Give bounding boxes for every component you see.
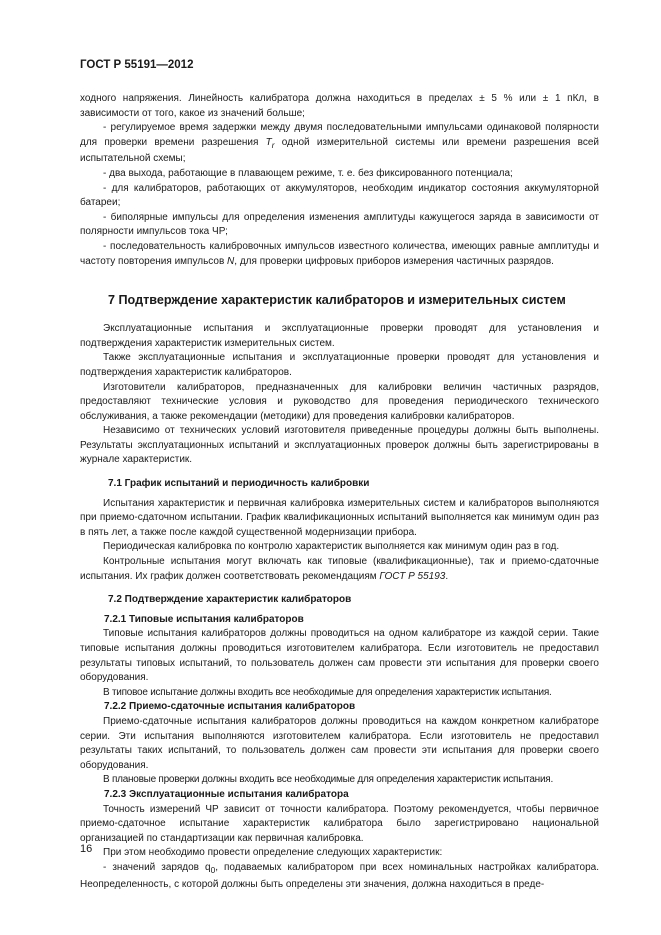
paragraph: При этом необходимо провести определение следующих характеристик: [103,847,443,859]
section-7-2-3-heading: 7.2.3 Эксплуатационные испытания калибратора [104,788,349,800]
paragraph: Контрольные испытания могут включать как типовые (квалификационные), так и приемо-сдаточные испытания. Их график должен соответствовать рекомендациям ГОСТ Р 55193. [80,556,599,582]
paragraph: Эксплуатационные испытания и эксплуатационные проверки проводят для установления и подтверждения характеристик измерительных систем. [80,323,599,349]
intro-paragraph: ходного напряжения. Линейность калибратора должна находиться в пределах ± 5 % или ± 1 пКл, в зависимости от того, какое из значений больше; [80,93,599,119]
page-number: 16 [80,843,93,855]
list-item: - биполярные импульсы для определения изменения амплитуды кажущегося заряда в зависимости от полярности импульсов тока ЧР; [80,211,599,238]
paragraph: В плановые проверки должны входить все необходимые для определения характеристик испытания. [103,774,553,786]
paragraph: Также эксплуатационные испытания и эксплуатационные проверки проводят для установления и подтверждения характеристик калибраторов. [80,352,599,378]
paragraph: Приемо-сдаточные испытания калибраторов должны проводиться на каждом конкретном калибраторе серии. Эти испытания выполняются изготовителем калибратора. Если изготовитель не предоставил результаты таких испытаний, то пользователь должен сам провести эти испытания для проверки своего оборудования. [80,715,599,771]
list-item: - для калибраторов, работающих от аккумуляторов, необходим индикатор состояния аккумуляторной батареи; [80,182,599,209]
section-7-2-2-heading: 7.2.2 Приемо-сдаточные испытания калибраторов [104,701,356,713]
paragraph: Типовые испытания калибраторов должны проводиться на одном калибраторе из каждой серии. Такие типовые испытания должны проводиться изготовителем калибратора. Если изготовитель не предоставил результаты типовых испытаний, то пользователь должен сам провести эти испытания для проверки своего оборудования. [80,628,599,684]
paragraph: Независимо от технических условий изготовителя приведенные процедуры должны быть выполнены. Результаты эксплуатационных испытаний и эксплуатационных проверок должны быть зарегистрированы в журнале характеристик. [80,425,599,466]
section-7-2-1-heading: 7.2.1 Типовые испытания калибраторов [104,613,304,625]
standard-reference: ГОСТ Р 55193 [379,570,446,582]
paragraph: Испытания характеристик и первичная калибровка измерительных систем и калибраторов выполняются при приемо-сдаточном испытании. График квалификационных испытаний выполняется как минимум один раз в пять лет, а также после каждой существенной модернизации прибора. [80,497,599,538]
section-7-heading: 7 Подтверждение характеристик калибраторов и измерительных систем [108,293,566,308]
list-item: - регулируемое время задержки между двумя последовательными импульсами одинаковой полярности для проверки времени разрешения $T_r$ одной измерительной системы или времени разрешения всей испытательной схемы; [80,122,599,165]
paragraph: - значений зарядов $q_0$, подаваемых калибратором при всех номинальных настройках калибратора. Неопределенность, с которой должны быть определены эти значения, должна находиться в преде- [80,861,599,890]
list-item: - два выхода, работающие в плавающем режиме, т. е. без фиксированного потенциала; [103,167,513,179]
section-7-1-heading: 7.1 График испытаний и периодичность калибровки [108,478,370,490]
document-header: ГОСТ Р 55191—2012 [80,59,194,71]
section-7-2-heading: 7.2 Подтверждение характеристик калибраторов [108,594,352,606]
paragraph: Изготовители калибраторов, предназначенных для калибровки величин частичных разрядов, предоставляют технические условия и руководство для проведения периодического технического обслуживания, а также рекомендации (методики) для проведения калибровки калибраторов. [80,381,599,422]
paragraph: Точность измерений ЧР зависит от точности калибратора. Поэтому рекомендуется, чтобы первичное приемо-сдаточное испытание характеристик калибратора было зарегистрировано национальной организацией по стандартизации как первичная калибровка. [80,803,599,844]
paragraph: В типовое испытание должны входить все необходимые для определения характеристик испытания. [103,686,552,698]
paragraph: Периодическая калибровка по контролю характеристик выполняется как минимум один раз в год. [103,541,560,553]
list-item: - последовательность калибровочных импульсов известного количества, имеющих равные амплитуды и частоту повторения импульсов N, для проверки цифровых приборов измерения частичных разрядов. [80,240,599,267]
page-content [80,92,599,892]
